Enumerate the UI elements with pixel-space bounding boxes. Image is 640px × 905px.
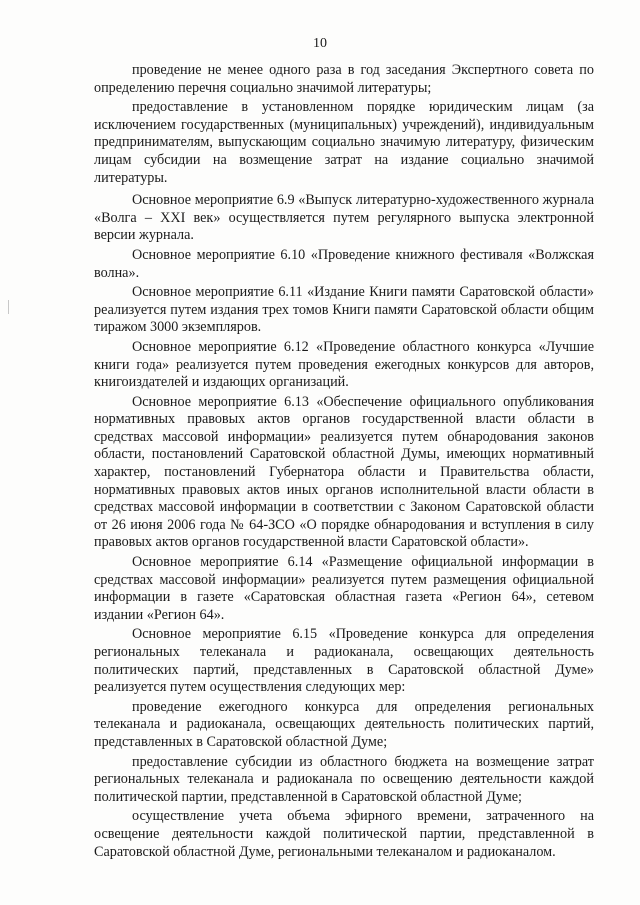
paragraph-measure-6-10: Основное мероприятие 6.10 «Проведение книжного фестиваля «Волжская волна». — [94, 246, 594, 281]
paragraph-measure-6-12: Основное мероприятие 6.12 «Проведение областного конкурса «Лучшие книги года» реализуется путем проведения ежегодных конкурсов для авторов, книгоиздателей и издающих организаций. — [94, 338, 594, 391]
paragraph-measure-6-14: Основное мероприятие 6.14 «Размещение официальной информации в средствах массовой информации» реализуется путем размещения официальной информации в газете «Саратовская областная газета «Регион 64», сетевом издании «Регион 64». — [94, 554, 594, 623]
paragraph-airtime-accounting: осуществление учета объема эфирного времени, затраченного на освещение деятельности каждой политической партии, представленной в Саратовской областной Думе, региональными телеканалом и радиоканалом. — [94, 808, 594, 860]
paragraph-measure-6-13: Основное мероприятие 6.13 «Обеспечение официального опубликования нормативных правовых актов органов государственной власти области в средствах массовой информации» реализуется путем обнародования законов области, постановлений Саратовской областной Думы, имеющих нормативный характер, постановлений Губернатора области и Правительства области, нормативных правовых актов иных органов исполнительной власти области в средствах массовой информации в соответствии с Законом Саратовской области от 26 июня 2006 года № 64-ЗСО «О порядке обнародования и вступления в силу правовых актов органов государственной власти Саратовской области». — [94, 393, 594, 551]
page-number: 10 — [313, 36, 327, 51]
paragraph-measure-6-11: Основное мероприятие 6.11 «Издание Книги памяти Саратовской области» реализуется путем издания трех томов Книги памяти Саратовской области общим тиражом 3000 экземпляров. — [94, 284, 594, 336]
paragraph-subsidy-publishers: предоставление в установленном порядке юридическим лицам (за исключением государственных (муниципальных) учреждений), индивидуальным предпринимателям, выпускающим социально значимую литературу, физическим лицам субсидии на возмещение затрат на издание социально значимой литературы. — [94, 99, 594, 186]
paragraph-subsidy-broadcasters: предоставление субсидии из областного бюджета на возмещение затрат региональных телеканала и радиоканала по освещению деятельности каждой политической партии, представленной в Саратовской областной Думе; — [94, 753, 594, 805]
scan-margin-mark — [8, 300, 9, 314]
paragraph-annual-contest: проведение ежегодного конкурса для определения региональных телеканала и радиоканала, освещающих деятельность политических партий, представленных в Саратовской областной Думе; — [94, 698, 594, 750]
paragraph-measure-6-15: Основное мероприятие 6.15 «Проведение конкурса для определения региональных телеканала и радиоканала, освещающих деятельность политических партий, представленных в Саратовской областной Думе» реализуется путем осуществления следующих мер: — [94, 626, 594, 696]
paragraph-expert-council: проведение не менее одного раза в год заседания Экспертного совета по определению перечня социально значимой литературы; — [94, 62, 594, 96]
paragraph-measure-6-9: Основное мероприятие 6.9 «Выпуск литературно-художественного журнала «Волга – XXI век» осуществляется путем регулярного выпуска электронной версии журнала. — [94, 192, 594, 244]
document-body — [94, 62, 594, 863]
